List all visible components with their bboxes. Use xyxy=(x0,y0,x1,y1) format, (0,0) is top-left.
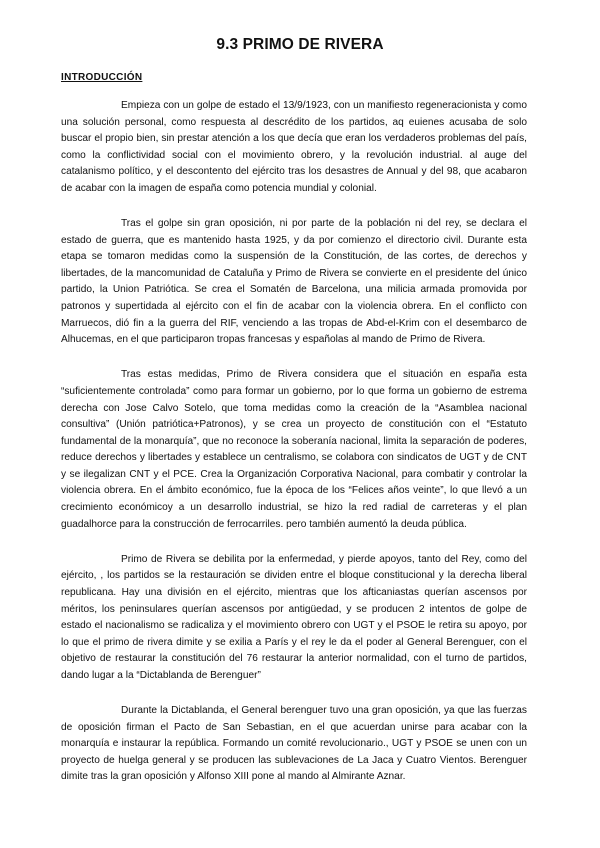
document-body xyxy=(61,98,527,804)
paragraph-dictablanda: Durante la Dictablanda, el General berenguer tuvo una gran oposición, ya que las fuerzas de oposición firman el Pacto de San Sebastian, en el que acuerdan unirse para acabar con la monarquía e instaurar la república. Formando un comité revolucionario., UGT y PSOE se unen con un proyecto de huelga general y se producen las sublevaciones de La Jaca y Cuatro Vientos. Berenguer dimite tras la gran oposición y Alfonso XIII pone al mando al Almirante Aznar. xyxy=(61,705,527,783)
paragraph-directorio-civil: Tras estas medidas, Primo de Rivera considera que el situación en españa esta “suficientemente controlada” como para formar un gobierno, por lo que forma un gobierno de estrema derecha con Jose Calvo Sotelo, que toma medidas como la creación de la “Asamblea nacional consultiva” (Unión patriótica+Patronos), y se crea un proyecto de constitución con el “Estatuto fundamental de la monarquía”, que no reconoce la soberanía nacional, limita la separación de poderes, reduce derechos y libertades y establece un centralismo, se colabora con sindicatos de UGT y de CNT y se ilegalizan CNT y el PCE. Crea la Organización Corporativa Nacional, para combatir y controlar la violencia obrera. En el ámbito económico, fue la época de los “Felices años veinte”, lo que llevó a un crecimiento económicoy a un desarrollo industrial, se hizo la red radial de carreteras y el plan guadalhorce para la construcción de ferrocarriles. pero también aumentó la deuda pública. xyxy=(61,369,527,530)
paragraph-golpe-de-estado: Empieza con un golpe de estado el 13/9/1923, con un manifiesto regeneracionista y como una solución personal, como respuesta al descrédito de los partidos, aq euienes acusaba de solo buscar el propio bien, sin prestar atención a los que decía que eran los verdaderos problemas del país, como la conflictividad social con el movimiento obrero, y la revolución industrial. al auge del catalanismo político, y el descontento del ejército tras los desastres de Annual y del 98, que acabaron de acabar con la imagen de españa como potencia mundial y colonial. xyxy=(61,100,527,194)
page-title: 9.3 PRIMO DE RIVERA xyxy=(216,36,384,53)
paragraph-caida-primo-de-rivera: Primo de Rivera se debilita por la enfermedad, y pierde apoyos, tanto del Rey, como del ejército, , los partidos se la restauración se dividen entre el bloque constitucional y la derecha liberal republicana. Hay una división en el ejército, mientras que los afticaniastas querían ascensos por méritos, los peninsulares querían ascensos por antigüedad, y se producen 2 intentos de golpe de estado el nacionalismo se radicaliza y el movimiento obrero con UGT y el PSOE le retira su apoyo, por lo que el primo de rivera dimite y se exilia a París y el rey le da el poder al General Berenguer, con el objetivo de restaurar la constitución del 76 restaurar la anterior normalidad, con el turno de partidos, dando lugar a la “Dictablanda de Berenguer” xyxy=(61,553,527,681)
paragraph-directorio-militar: Tras el golpe sin gran oposición, ni por parte de la población ni del rey, se declara el estado de guerra, que es mantenido hasta 1925, y da por comienzo el directorio civil. Durante esta etapa se tomaron medidas como la suspensión de la Constitución, de las cortes, de derechos y libertades, de la mancomunidad de Cataluña y Primo de Rivera se convierte en el presidente del único partido, la Union Patriótica. Se crea el Somatén de Barcelona, una milicia armada promovida por patronos y supertidada al ejército con el fin de acabar con la violencia obrera. En el conflicto con Marruecos, dió fin a la guerra del RIF, venciendo a las tropas de Abd-el-Krim con el desembarco de Alhucemas, en el que participaron tropas francesas y españolas al mando de Primo de Rivera. xyxy=(61,218,527,346)
section-heading-introduccion: INTRODUCCIÓN xyxy=(61,72,143,83)
